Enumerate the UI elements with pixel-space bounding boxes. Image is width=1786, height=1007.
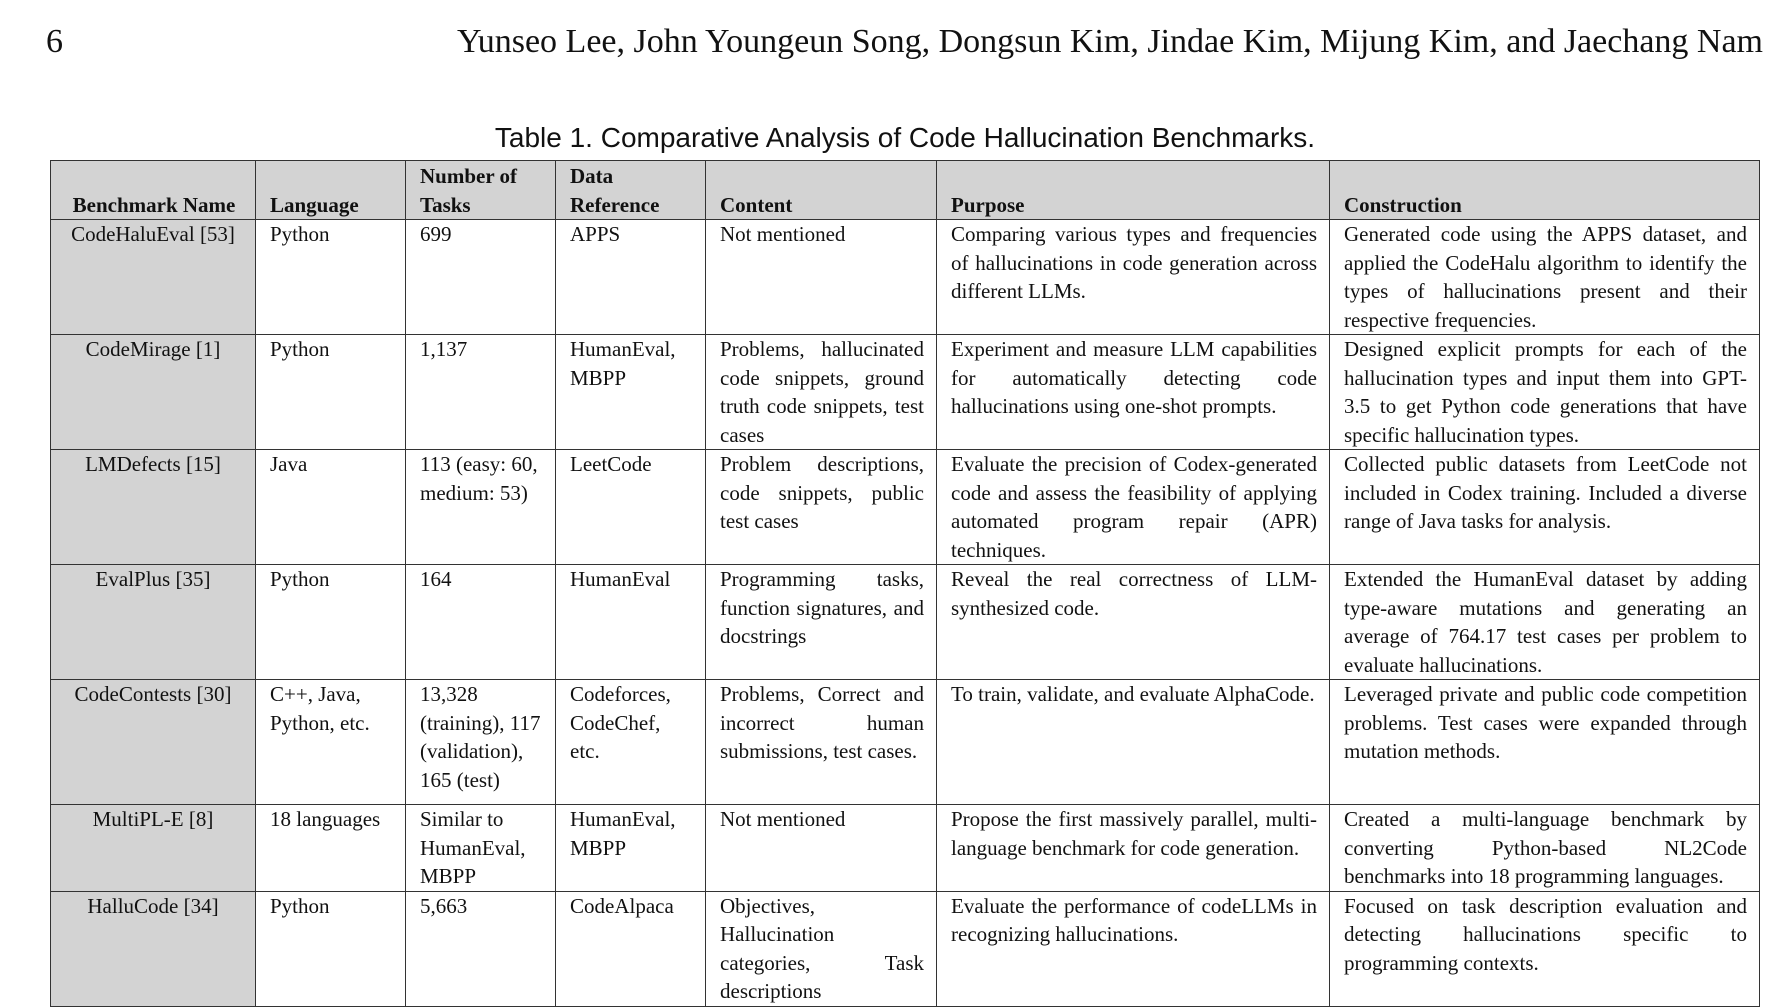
header-row xyxy=(51,161,1760,220)
cell-benchmark-name: HalluCode [34] xyxy=(51,891,256,1006)
benchmark-table xyxy=(50,160,1760,1007)
page-number: 6 xyxy=(46,23,63,60)
cell-purpose: Evaluate the precision of Codex-generated code and assess the feasibility of applying automated program repair (APR) techniques. xyxy=(937,450,1330,565)
cell-construction: Collected public datasets from LeetCode not included in Codex training. Included a diverse range of Java tasks for analysis. xyxy=(1330,450,1760,565)
cell-benchmark-name: EvalPlus [35] xyxy=(51,565,256,680)
cell-benchmark-name: LMDefects [15] xyxy=(51,450,256,565)
header-benchmark-name: Benchmark Name xyxy=(51,161,256,220)
cell-content: Problem descriptions, code snippets, public test cases xyxy=(706,450,937,565)
cell-data-reference: APPS xyxy=(556,220,706,335)
table-row xyxy=(51,220,1760,335)
cell-language: C++, Java, Python, etc. xyxy=(256,680,406,805)
cell-data-reference: HumanEval xyxy=(556,565,706,680)
cell-language: Python xyxy=(256,335,406,450)
header-data-reference: Data Reference xyxy=(556,161,706,220)
cell-language: Python xyxy=(256,220,406,335)
cell-construction: Generated code using the APPS dataset, and applied the CodeHalu algorithm to identify the types of hallucinations present and their respective frequencies. xyxy=(1330,220,1760,335)
cell-data-reference: LeetCode xyxy=(556,450,706,565)
cell-content: Problems, Correct and incorrect human submissions, test cases. xyxy=(706,680,937,805)
cell-benchmark-name: CodeMirage [1] xyxy=(51,335,256,450)
cell-language: 18 languages xyxy=(256,805,406,892)
table-row xyxy=(51,335,1760,450)
table-caption: Table 1. Comparative Analysis of Code Hallucination Benchmarks. xyxy=(494,122,1316,153)
cell-benchmark-name: CodeHaluEval [53] xyxy=(51,220,256,335)
cell-construction: Leveraged private and public code competition problems. Test cases were expanded through mutation methods. xyxy=(1330,680,1760,805)
cell-purpose: Propose the first massively parallel, multi-language benchmark for code generation. xyxy=(937,805,1330,892)
cell-content: Not mentioned xyxy=(706,220,937,335)
cell-benchmark-name: CodeContests [30] xyxy=(51,680,256,805)
table-row xyxy=(51,450,1760,565)
cell-construction: Designed explicit prompts for each of the hallucination types and input them into GPT-3.5 to get Python code generations that have specific hallucination types. xyxy=(1330,335,1760,450)
cell-data-reference: HumanEval, MBPP xyxy=(556,805,706,892)
cell-content: Problems, hallucinated code snippets, ground truth code snippets, test cases xyxy=(706,335,937,450)
cell-construction: Created a multi-language benchmark by converting Python-based NL2Code benchmarks into 18 programming languages. xyxy=(1330,805,1760,892)
cell-benchmark-name: MultiPL-E [8] xyxy=(51,805,256,892)
cell-language: Python xyxy=(256,565,406,680)
table-body xyxy=(51,220,1760,1007)
header-language: Language xyxy=(256,161,406,220)
cell-data-reference: HumanEval, MBPP xyxy=(556,335,706,450)
cell-content: Objectives, Hallucination categories, Task descriptions xyxy=(706,891,937,1006)
cell-number-of-tasks: 5,663 xyxy=(406,891,556,1006)
table-row xyxy=(51,565,1760,680)
cell-purpose: Comparing various types and frequencies of hallucinations in code generation across different LLMs. xyxy=(937,220,1330,335)
table-row xyxy=(51,680,1760,805)
header-content: Content xyxy=(706,161,937,220)
cell-data-reference: CodeAlpaca xyxy=(556,891,706,1006)
cell-number-of-tasks: 1,137 xyxy=(406,335,556,450)
table-header xyxy=(51,161,1760,220)
table-row xyxy=(51,891,1760,1006)
cell-data-reference: Codeforces, CodeChef, etc. xyxy=(556,680,706,805)
cell-number-of-tasks: 699 xyxy=(406,220,556,335)
cell-content: Programming tasks, function signatures, and docstrings xyxy=(706,565,937,680)
table-row xyxy=(51,805,1760,892)
header-number-of-tasks: Number of Tasks xyxy=(406,161,556,220)
cell-purpose: Experiment and measure LLM capabilities for automatically detecting code hallucinations using one-shot prompts. xyxy=(937,335,1330,450)
cell-number-of-tasks: 164 xyxy=(406,565,556,680)
cell-number-of-tasks: 13,328 (training), 117 (validation), 165 (test) xyxy=(406,680,556,805)
cell-construction: Focused on task description evaluation and detecting hallucinations specific to programming contexts. xyxy=(1330,891,1760,1006)
cell-construction: Extended the HumanEval dataset by adding type-aware mutations and generating an average of 764.17 test cases per problem to evaluate hallucinations. xyxy=(1330,565,1760,680)
header-purpose: Purpose xyxy=(937,161,1330,220)
cell-number-of-tasks: 113 (easy: 60, medium: 53) xyxy=(406,450,556,565)
cell-purpose: Reveal the real correctness of LLM-synthesized code. xyxy=(937,565,1330,680)
cell-purpose: To train, validate, and evaluate AlphaCode. xyxy=(937,680,1330,805)
cell-content: Not mentioned xyxy=(706,805,937,892)
cell-purpose: Evaluate the performance of codeLLMs in recognizing hallucinations. xyxy=(937,891,1330,1006)
header-construction: Construction xyxy=(1330,161,1760,220)
cell-language: Java xyxy=(256,450,406,565)
cell-language: Python xyxy=(256,891,406,1006)
running-head-authors: Yunseo Lee, John Youngeun Song, Dongsun Kim, Jindae Kim, Mijung Kim, and Jaechang Nam xyxy=(456,23,1763,60)
cell-number-of-tasks: Similar to HumanEval, MBPP xyxy=(406,805,556,892)
